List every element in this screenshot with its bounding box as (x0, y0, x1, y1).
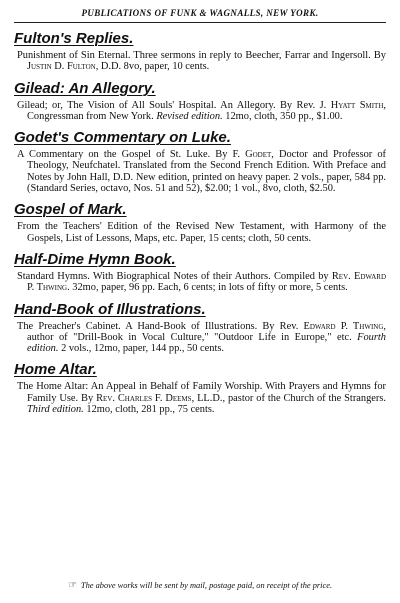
entry-text-segment: Third edition. (27, 404, 84, 416)
entry-text-segment: The Preacher's Cabinet. A Hand-Book of Illustrations. By Rev. (17, 320, 304, 332)
catalog-entry (14, 361, 386, 415)
entry-text-segment: From the Teachers' Edition of the Revised New Testament, with Harmony of the Gospels, List of Lessons, Maps, etc. Paper, 15 cents; cloth, 50 cents. (17, 221, 386, 244)
entry-title: Gospel of Mark. (14, 201, 127, 219)
entry-description (14, 100, 386, 123)
mail-order-note (14, 580, 386, 591)
entry-text-segment: Gilead; or, The Vision of All Souls' Hospital. An Allegory. By Rev. J. (17, 99, 331, 111)
entry-text-segment: Fourth edition. (27, 331, 386, 355)
pointing-hand-icon: ☞ (67, 580, 77, 591)
entry-description (14, 271, 386, 294)
entry-text-segment: Revised edition. (156, 110, 223, 122)
entry-title: Gilead: An Allegory. (14, 79, 156, 97)
entry-text-segment: , author of "Drill-Book in Vocal Culture," "Outdoor Life in Europe," etc. (27, 320, 386, 343)
entry-text-segment: Justin D. Fulton (27, 61, 96, 73)
entry-text-segment: , D.D. 8vo, paper, 10 cents. (95, 61, 210, 73)
entry-text-segment: . 32mo, paper, 96 pp. Each, 6 cents; in lots of fifty or more, 5 cents. (67, 282, 348, 294)
entry-description (14, 381, 386, 415)
entry-title: Home Altar. (14, 361, 97, 379)
entry-description (14, 321, 386, 355)
entry-text-segment: , Doctor and Professor of Theology, Neufchatel. Translated from the Second French Edition. With Preface and Notes by John Hall, D.D. New edition, printed on heavy paper. 2 vols., paper, 584 pp. (Standard Series, octavo, Nos. 51 and 52), $2.00; 1 vol., 8vo, cloth, $2.50. (27, 149, 387, 195)
entry-description (14, 149, 386, 194)
entry-title: Half-Dime Hymn Book. (14, 250, 176, 268)
entry-text-segment: Hyatt Smith (330, 99, 384, 111)
entry-text-segment: Godet (245, 149, 272, 161)
catalog-entry (14, 301, 386, 355)
entry-text-segment: 12mo, cloth, 281 pp., 75 cents. (83, 404, 215, 416)
catalog-entry (14, 251, 386, 294)
catalog-entry (14, 30, 386, 73)
entry-title: Fulton's Replies. (14, 30, 134, 47)
catalog-entry (14, 201, 386, 244)
entry-text-segment: 2 vols., 12mo, paper, 144 pp., 50 cents. (58, 343, 224, 355)
entry-text-segment: Edward P. Thwing (303, 320, 384, 332)
entry-description (14, 50, 386, 73)
entry-text-segment: Rev. Edward P. Thwing (27, 270, 386, 294)
entry-text-segment: , Congressman from New York. (27, 99, 386, 122)
catalog-entry (14, 80, 386, 123)
entry-text-segment: , LL.D., pastor of the Church of the Strangers. (191, 392, 386, 404)
entry-text-segment: Rev. Charles F. Deems (96, 392, 192, 404)
entry-list (14, 30, 386, 415)
entry-title: Hand-Book of Illustrations. (14, 300, 206, 318)
entry-title: Godet's Commentary on Luke. (14, 129, 231, 147)
running-head: PUBLICATIONS OF FUNK & WAGNALLS, NEW YORK. (14, 7, 386, 23)
entry-text-segment: Standard Hymns. With Biographical Notes of their Authors. Compiled by (17, 270, 332, 282)
catalog-entry (14, 129, 386, 194)
entry-text-segment: 12mo, cloth, 350 pp., $1.00. (222, 110, 343, 122)
entry-text-segment: Punishment of Sin Eternal. Three sermons in reply to Beecher, Farrar and Ingersoll. By (17, 50, 386, 61)
entry-description (14, 221, 386, 244)
entry-text-segment: A Commentary on the Gospel of St. Luke. By F. (17, 149, 246, 161)
mail-order-text: The above works will be sent by mail, postage paid, on receipt of the price. (80, 581, 333, 590)
entry-text-segment: The Home Altar: An Appeal in Behalf of Family Worship. With Prayers and Hymns for Family Use. By (17, 381, 386, 404)
